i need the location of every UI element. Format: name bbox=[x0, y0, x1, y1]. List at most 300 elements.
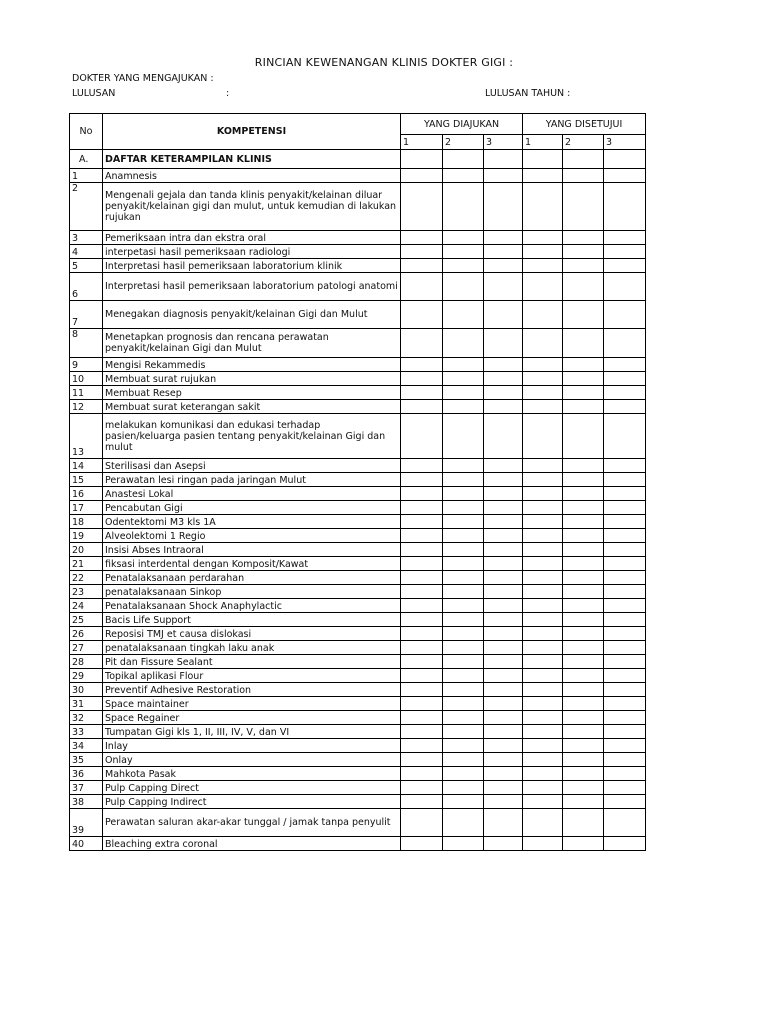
approved-level-cell[interactable] bbox=[563, 711, 604, 725]
approved-level-cell[interactable] bbox=[523, 515, 563, 529]
competency-text: interpetasi hasil pemeriksaan radiologi bbox=[103, 245, 401, 259]
competency-text: Preventif Adhesive Restoration bbox=[103, 683, 401, 697]
proposed-level-cell[interactable] bbox=[484, 683, 523, 697]
proposed-level-cell[interactable] bbox=[484, 753, 523, 767]
competency-text: Penatalaksanaan Shock Anaphylactic bbox=[103, 599, 401, 613]
proposed-level-cell[interactable] bbox=[484, 414, 523, 459]
proposed-level-cell[interactable] bbox=[401, 795, 443, 809]
proposed-level-cell[interactable] bbox=[401, 487, 443, 501]
approved-level-cell[interactable] bbox=[523, 683, 563, 697]
proposed-level-cell[interactable] bbox=[401, 753, 443, 767]
approved-level-cell[interactable] bbox=[604, 245, 646, 259]
approved-level-cell[interactable] bbox=[563, 557, 604, 571]
proposed-level-cell[interactable] bbox=[484, 725, 523, 739]
approved-level-cell[interactable] bbox=[523, 571, 563, 585]
proposed-level-cell[interactable] bbox=[484, 487, 523, 501]
approved-level-cell[interactable] bbox=[523, 459, 563, 473]
proposed-level-cell[interactable] bbox=[443, 655, 484, 669]
proposed-level-cell[interactable] bbox=[401, 386, 443, 400]
competency-text: Odentektomi M3 kls 1A bbox=[103, 515, 401, 529]
approved-level-cell[interactable] bbox=[523, 697, 563, 711]
approved-level-cell[interactable] bbox=[563, 245, 604, 259]
proposed-level-cell[interactable] bbox=[401, 231, 443, 245]
proposed-level-cell[interactable] bbox=[443, 529, 484, 543]
proposed-level-cell[interactable] bbox=[401, 515, 443, 529]
approved-level-cell[interactable] bbox=[604, 739, 646, 753]
proposed-level-cell[interactable] bbox=[401, 501, 443, 515]
proposed-level-cell[interactable] bbox=[443, 669, 484, 683]
proposed-level-cell[interactable] bbox=[484, 767, 523, 781]
proposed-level-cell[interactable] bbox=[401, 259, 443, 273]
proposed-level-cell[interactable] bbox=[443, 781, 484, 795]
proposed-level-cell[interactable] bbox=[443, 585, 484, 599]
approved-level-cell[interactable] bbox=[604, 459, 646, 473]
approved-level-cell[interactable] bbox=[523, 414, 563, 459]
approved-level-cell[interactable] bbox=[523, 655, 563, 669]
proposed-level-cell[interactable] bbox=[484, 473, 523, 487]
proposed-level-cell[interactable] bbox=[443, 231, 484, 245]
approved-level-cell[interactable] bbox=[604, 473, 646, 487]
proposed-level-cell[interactable] bbox=[401, 683, 443, 697]
approved-level-cell[interactable] bbox=[604, 557, 646, 571]
proposed-level-cell[interactable] bbox=[443, 183, 484, 231]
proposed-level-cell[interactable] bbox=[401, 781, 443, 795]
proposed-level-cell[interactable] bbox=[484, 795, 523, 809]
approved-level-cell[interactable] bbox=[523, 169, 563, 183]
row-number: 37 bbox=[70, 781, 103, 795]
proposed-level-cell[interactable] bbox=[484, 543, 523, 557]
proposed-level-cell[interactable] bbox=[443, 795, 484, 809]
approved-level-cell[interactable] bbox=[604, 767, 646, 781]
proposed-level-cell[interactable] bbox=[443, 571, 484, 585]
approved-level-cell[interactable] bbox=[523, 501, 563, 515]
approved-level-cell[interactable] bbox=[604, 169, 646, 183]
approved-level-cell[interactable] bbox=[523, 627, 563, 641]
proposed-level-cell[interactable] bbox=[484, 613, 523, 627]
proposed-level-cell[interactable] bbox=[401, 739, 443, 753]
proposed-level-cell[interactable] bbox=[443, 487, 484, 501]
approved-level-cell[interactable] bbox=[604, 655, 646, 669]
approved-level-cell[interactable] bbox=[523, 795, 563, 809]
proposed-level-cell[interactable] bbox=[484, 459, 523, 473]
approved-level-cell[interactable] bbox=[604, 809, 646, 837]
proposed-level-cell[interactable] bbox=[443, 641, 484, 655]
competency-row bbox=[70, 301, 646, 329]
proposed-level-cell[interactable] bbox=[443, 473, 484, 487]
proposed-level-cell[interactable] bbox=[484, 301, 523, 329]
proposed-level-cell[interactable] bbox=[401, 543, 443, 557]
competency-row bbox=[70, 767, 646, 781]
proposed-level-cell[interactable] bbox=[484, 273, 523, 301]
proposed-level-cell[interactable] bbox=[443, 169, 484, 183]
proposed-level-cell[interactable] bbox=[484, 529, 523, 543]
proposed-level-cell[interactable] bbox=[401, 697, 443, 711]
proposed-level-cell[interactable] bbox=[484, 571, 523, 585]
proposed-level-cell[interactable] bbox=[401, 459, 443, 473]
competency-row bbox=[70, 473, 646, 487]
competency-text: Interpretasi hasil pemeriksaan laboratorium klinik bbox=[103, 259, 401, 273]
competency-text: fiksasi interdental dengan Komposit/Kawat bbox=[103, 557, 401, 571]
approved-level-cell[interactable] bbox=[523, 767, 563, 781]
proposed-level-cell[interactable] bbox=[401, 571, 443, 585]
proposed-level-cell[interactable] bbox=[401, 329, 443, 358]
row-number: 24 bbox=[70, 599, 103, 613]
row-number: 6 bbox=[70, 273, 103, 301]
approved-level-cell[interactable] bbox=[563, 543, 604, 557]
approved-level-cell[interactable] bbox=[563, 781, 604, 795]
approved-level-cell[interactable] bbox=[563, 627, 604, 641]
competency-text: Mahkota Pasak bbox=[103, 767, 401, 781]
proposed-level-cell[interactable] bbox=[484, 515, 523, 529]
approved-level-cell[interactable] bbox=[563, 739, 604, 753]
header-competence: KOMPETENSI bbox=[103, 114, 401, 150]
row-number: 35 bbox=[70, 753, 103, 767]
competency-text: Mengisi Rekammedis bbox=[103, 358, 401, 372]
proposed-level-cell[interactable] bbox=[484, 809, 523, 837]
proposed-level-cell[interactable] bbox=[443, 414, 484, 459]
approved-level-cell[interactable] bbox=[604, 501, 646, 515]
competency-table bbox=[69, 113, 646, 851]
proposed-level-cell[interactable] bbox=[443, 767, 484, 781]
approved-level-cell[interactable] bbox=[604, 273, 646, 301]
row-number: 39 bbox=[70, 809, 103, 837]
proposed-level-cell[interactable] bbox=[443, 459, 484, 473]
approved-level-cell[interactable] bbox=[604, 231, 646, 245]
proposed-level-cell[interactable] bbox=[401, 529, 443, 543]
proposed-level-cell[interactable] bbox=[443, 301, 484, 329]
approved-level-cell[interactable] bbox=[604, 837, 646, 851]
approved-level-cell[interactable] bbox=[523, 245, 563, 259]
row-number: 31 bbox=[70, 697, 103, 711]
approved-level-cell[interactable] bbox=[563, 585, 604, 599]
proposed-level-cell[interactable] bbox=[484, 641, 523, 655]
competency-text: Pencabutan Gigi bbox=[103, 501, 401, 515]
approved-level-cell[interactable] bbox=[604, 301, 646, 329]
proposed-level-cell[interactable] bbox=[484, 557, 523, 571]
proposed-level-cell[interactable] bbox=[443, 837, 484, 851]
row-number: 12 bbox=[70, 400, 103, 414]
approved-level-cell[interactable] bbox=[563, 529, 604, 543]
approved-level-cell[interactable] bbox=[563, 697, 604, 711]
approved-level-cell[interactable] bbox=[563, 386, 604, 400]
proposed-level-cell[interactable] bbox=[401, 400, 443, 414]
proposed-level-cell[interactable] bbox=[484, 386, 523, 400]
row-number: 13 bbox=[70, 414, 103, 459]
proposed-level-cell[interactable] bbox=[484, 739, 523, 753]
approved-level-cell[interactable] bbox=[563, 809, 604, 837]
proposed-level-cell[interactable] bbox=[401, 358, 443, 372]
proposed-level-cell[interactable] bbox=[484, 837, 523, 851]
proposed-level-cell[interactable] bbox=[443, 739, 484, 753]
proposed-level-cell[interactable] bbox=[484, 585, 523, 599]
proposed-level-cell[interactable] bbox=[443, 627, 484, 641]
proposed-level-cell[interactable] bbox=[443, 543, 484, 557]
approved-level-cell[interactable] bbox=[604, 781, 646, 795]
competency-text: Anastesi Lokal bbox=[103, 487, 401, 501]
competency-text: Bleaching extra coronal bbox=[103, 837, 401, 851]
proposed-level-cell[interactable] bbox=[401, 837, 443, 851]
approved-level-cell[interactable] bbox=[563, 231, 604, 245]
proposed-level-cell[interactable] bbox=[443, 753, 484, 767]
approved-level-cell[interactable] bbox=[523, 259, 563, 273]
approved-level-cell[interactable] bbox=[563, 515, 604, 529]
proposed-level-cell[interactable] bbox=[401, 273, 443, 301]
approved-level-cell[interactable] bbox=[604, 669, 646, 683]
approved-level-cell[interactable] bbox=[523, 473, 563, 487]
approved-level-cell[interactable] bbox=[563, 683, 604, 697]
approved-level-cell[interactable] bbox=[523, 372, 563, 386]
proposed-level-cell[interactable] bbox=[484, 358, 523, 372]
approved-level-cell[interactable] bbox=[563, 487, 604, 501]
row-number: 19 bbox=[70, 529, 103, 543]
competency-row bbox=[70, 571, 646, 585]
approved-level-cell[interactable] bbox=[563, 183, 604, 231]
proposed-level-cell[interactable] bbox=[484, 781, 523, 795]
proposed-level-cell[interactable] bbox=[443, 613, 484, 627]
proposed-level-cell[interactable] bbox=[484, 259, 523, 273]
approved-level-cell[interactable] bbox=[604, 753, 646, 767]
approved-level-cell[interactable] bbox=[523, 753, 563, 767]
proposed-level-cell[interactable] bbox=[484, 169, 523, 183]
proposed-level-cell[interactable] bbox=[401, 301, 443, 329]
approved-level-cell[interactable] bbox=[523, 599, 563, 613]
approved-level-cell[interactable] bbox=[523, 543, 563, 557]
approved-level-cell[interactable] bbox=[563, 329, 604, 358]
approved-level-cell[interactable] bbox=[523, 585, 563, 599]
proposed-level-cell[interactable] bbox=[484, 329, 523, 358]
row-number: 15 bbox=[70, 473, 103, 487]
empty-cell bbox=[401, 150, 443, 169]
proposed-level-cell[interactable] bbox=[484, 711, 523, 725]
approved-level-cell[interactable] bbox=[563, 571, 604, 585]
proposed-level-cell[interactable] bbox=[401, 809, 443, 837]
approved-level-cell[interactable] bbox=[563, 400, 604, 414]
approved-level-cell[interactable] bbox=[563, 767, 604, 781]
proposed-level-cell[interactable] bbox=[401, 169, 443, 183]
approved-level-cell[interactable] bbox=[563, 273, 604, 301]
competency-row bbox=[70, 459, 646, 473]
approved-level-cell[interactable] bbox=[563, 753, 604, 767]
approved-level-cell[interactable] bbox=[523, 358, 563, 372]
proposed-level-cell[interactable] bbox=[401, 711, 443, 725]
approved-level-cell[interactable] bbox=[563, 414, 604, 459]
proposed-level-cell[interactable] bbox=[401, 627, 443, 641]
competency-row bbox=[70, 557, 646, 571]
approved-level-cell[interactable] bbox=[604, 599, 646, 613]
competency-row bbox=[70, 372, 646, 386]
approved-level-cell[interactable] bbox=[604, 529, 646, 543]
competency-row bbox=[70, 400, 646, 414]
approved-level-cell[interactable] bbox=[604, 183, 646, 231]
row-number: 32 bbox=[70, 711, 103, 725]
header-level: 3 bbox=[484, 135, 523, 150]
row-number: 16 bbox=[70, 487, 103, 501]
proposed-level-cell[interactable] bbox=[443, 259, 484, 273]
approved-level-cell[interactable] bbox=[523, 809, 563, 837]
approved-level-cell[interactable] bbox=[563, 459, 604, 473]
approved-level-cell[interactable] bbox=[523, 329, 563, 358]
proposed-level-cell[interactable] bbox=[443, 557, 484, 571]
competency-row bbox=[70, 245, 646, 259]
proposed-level-cell[interactable] bbox=[443, 329, 484, 358]
approved-level-cell[interactable] bbox=[604, 487, 646, 501]
proposed-level-cell[interactable] bbox=[484, 372, 523, 386]
approved-level-cell[interactable] bbox=[563, 795, 604, 809]
approved-level-cell[interactable] bbox=[523, 739, 563, 753]
approved-level-cell[interactable] bbox=[523, 400, 563, 414]
proposed-level-cell[interactable] bbox=[401, 669, 443, 683]
approved-level-cell[interactable] bbox=[604, 795, 646, 809]
competency-row bbox=[70, 613, 646, 627]
competency-text: Onlay bbox=[103, 753, 401, 767]
row-number: 25 bbox=[70, 613, 103, 627]
proposed-level-cell[interactable] bbox=[484, 400, 523, 414]
approved-level-cell[interactable] bbox=[523, 231, 563, 245]
approved-level-cell[interactable] bbox=[523, 529, 563, 543]
competency-row bbox=[70, 273, 646, 301]
competency-row bbox=[70, 795, 646, 809]
approved-level-cell[interactable] bbox=[604, 627, 646, 641]
approved-level-cell[interactable] bbox=[563, 669, 604, 683]
approved-level-cell[interactable] bbox=[563, 837, 604, 851]
proposed-level-cell[interactable] bbox=[484, 183, 523, 231]
proposed-level-cell[interactable] bbox=[443, 599, 484, 613]
approved-level-cell[interactable] bbox=[604, 697, 646, 711]
approved-level-cell[interactable] bbox=[523, 386, 563, 400]
approved-level-cell[interactable] bbox=[563, 655, 604, 669]
proposed-level-cell[interactable] bbox=[401, 641, 443, 655]
proposed-level-cell[interactable] bbox=[401, 372, 443, 386]
approved-level-cell[interactable] bbox=[563, 372, 604, 386]
approved-level-cell[interactable] bbox=[523, 183, 563, 231]
approved-level-cell[interactable] bbox=[563, 501, 604, 515]
approved-level-cell[interactable] bbox=[604, 543, 646, 557]
proposed-level-cell[interactable] bbox=[401, 245, 443, 259]
proposed-level-cell[interactable] bbox=[484, 245, 523, 259]
approved-level-cell[interactable] bbox=[604, 725, 646, 739]
proposed-level-cell[interactable] bbox=[443, 809, 484, 837]
approved-level-cell[interactable] bbox=[604, 259, 646, 273]
proposed-level-cell[interactable] bbox=[484, 501, 523, 515]
competency-row bbox=[70, 585, 646, 599]
proposed-level-cell[interactable] bbox=[484, 627, 523, 641]
approved-level-cell[interactable] bbox=[604, 400, 646, 414]
proposed-level-cell[interactable] bbox=[484, 697, 523, 711]
approved-level-cell[interactable] bbox=[563, 473, 604, 487]
proposed-level-cell[interactable] bbox=[443, 358, 484, 372]
approved-level-cell[interactable] bbox=[563, 169, 604, 183]
proposed-level-cell[interactable] bbox=[443, 386, 484, 400]
approved-level-cell[interactable] bbox=[563, 613, 604, 627]
proposed-level-cell[interactable] bbox=[401, 655, 443, 669]
proposed-level-cell[interactable] bbox=[484, 655, 523, 669]
proposed-level-cell[interactable] bbox=[401, 613, 443, 627]
header-no: No bbox=[70, 114, 103, 150]
proposed-level-cell[interactable] bbox=[401, 557, 443, 571]
approved-level-cell[interactable] bbox=[604, 414, 646, 459]
section-row bbox=[70, 150, 646, 169]
proposed-level-cell[interactable] bbox=[443, 515, 484, 529]
proposed-level-cell[interactable] bbox=[443, 400, 484, 414]
proposed-level-cell[interactable] bbox=[443, 683, 484, 697]
approved-level-cell[interactable] bbox=[563, 301, 604, 329]
approved-level-cell[interactable] bbox=[563, 358, 604, 372]
approved-level-cell[interactable] bbox=[604, 571, 646, 585]
approved-level-cell[interactable] bbox=[563, 599, 604, 613]
proposed-level-cell[interactable] bbox=[443, 697, 484, 711]
approved-level-cell[interactable] bbox=[523, 487, 563, 501]
row-number: 1 bbox=[70, 169, 103, 183]
approved-level-cell[interactable] bbox=[563, 725, 604, 739]
approved-level-cell[interactable] bbox=[563, 259, 604, 273]
proposed-level-cell[interactable] bbox=[443, 725, 484, 739]
approved-level-cell[interactable] bbox=[604, 613, 646, 627]
approved-level-cell[interactable] bbox=[604, 386, 646, 400]
row-number: 22 bbox=[70, 571, 103, 585]
approved-level-cell[interactable] bbox=[523, 613, 563, 627]
proposed-level-cell[interactable] bbox=[443, 501, 484, 515]
competency-text: Membuat surat rujukan bbox=[103, 372, 401, 386]
approved-level-cell[interactable] bbox=[604, 329, 646, 358]
proposed-level-cell[interactable] bbox=[401, 473, 443, 487]
row-number: 7 bbox=[70, 301, 103, 329]
row-number: 14 bbox=[70, 459, 103, 473]
competency-row bbox=[70, 414, 646, 459]
proposed-level-cell[interactable] bbox=[484, 231, 523, 245]
approved-level-cell[interactable] bbox=[523, 641, 563, 655]
row-number: 17 bbox=[70, 501, 103, 515]
header-row-top bbox=[70, 114, 646, 135]
doctor-label: DOKTER YANG MENGAJUKAN : bbox=[72, 73, 214, 84]
proposed-level-cell[interactable] bbox=[484, 599, 523, 613]
proposed-level-cell[interactable] bbox=[443, 711, 484, 725]
approved-level-cell[interactable] bbox=[604, 372, 646, 386]
approved-level-cell[interactable] bbox=[604, 711, 646, 725]
approved-level-cell[interactable] bbox=[523, 669, 563, 683]
approved-level-cell[interactable] bbox=[523, 711, 563, 725]
competency-text: Membuat surat keterangan sakit bbox=[103, 400, 401, 414]
approved-level-cell[interactable] bbox=[604, 585, 646, 599]
approved-level-cell[interactable] bbox=[604, 515, 646, 529]
proposed-level-cell[interactable] bbox=[401, 585, 443, 599]
competency-row bbox=[70, 599, 646, 613]
proposed-level-cell[interactable] bbox=[401, 767, 443, 781]
proposed-level-cell[interactable] bbox=[443, 372, 484, 386]
proposed-level-cell[interactable] bbox=[443, 273, 484, 301]
approved-level-cell[interactable] bbox=[604, 358, 646, 372]
approved-level-cell[interactable] bbox=[563, 641, 604, 655]
approved-level-cell[interactable] bbox=[523, 301, 563, 329]
header-approved: YANG DISETUJUI bbox=[523, 114, 646, 135]
proposed-level-cell[interactable] bbox=[401, 414, 443, 459]
approved-level-cell[interactable] bbox=[523, 557, 563, 571]
competency-row bbox=[70, 711, 646, 725]
proposed-level-cell[interactable] bbox=[401, 725, 443, 739]
approved-level-cell[interactable] bbox=[523, 273, 563, 301]
approved-level-cell[interactable] bbox=[523, 781, 563, 795]
proposed-level-cell[interactable] bbox=[484, 669, 523, 683]
approved-level-cell[interactable] bbox=[523, 837, 563, 851]
proposed-level-cell[interactable] bbox=[443, 245, 484, 259]
competency-text: Menegakan diagnosis penyakit/kelainan Gigi dan Mulut bbox=[103, 301, 401, 329]
approved-level-cell[interactable] bbox=[604, 683, 646, 697]
header-level: 1 bbox=[523, 135, 563, 150]
approved-level-cell[interactable] bbox=[604, 641, 646, 655]
proposed-level-cell[interactable] bbox=[401, 599, 443, 613]
approved-level-cell[interactable] bbox=[523, 725, 563, 739]
header-level: 2 bbox=[443, 135, 484, 150]
proposed-level-cell[interactable] bbox=[401, 183, 443, 231]
